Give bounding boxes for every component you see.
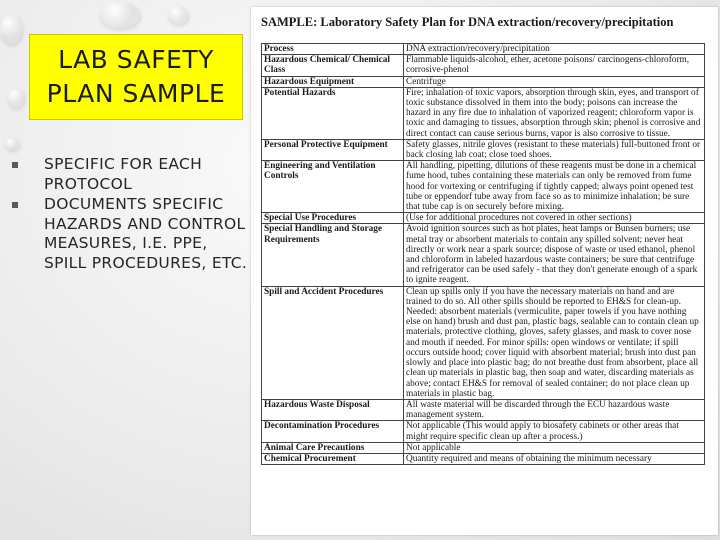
square-bullet-icon [12, 202, 18, 208]
row-label: Hazardous Waste Disposal [262, 399, 404, 420]
table-row [262, 442, 705, 453]
water-droplet-decoration [8, 88, 24, 108]
row-label: Process [262, 44, 404, 55]
row-label: Special Handling and Storage Requirements [262, 224, 404, 286]
table-row [262, 87, 705, 139]
row-value: Safety glasses, nitrile gloves (resistant to these materials) full-buttoned front or back closing lab coat; close toed shoes. [404, 139, 705, 160]
table-row [262, 76, 705, 87]
document-title: SAMPLE: Laboratory Safety Plan for DNA extraction/recovery/precipitation [261, 15, 674, 29]
row-value: Quantity required and means of obtaining the minimum necessary [404, 453, 705, 464]
row-label: Animal Care Precautions [262, 442, 404, 453]
bullet-text: SPECIFIC FOR EACH PROTOCOL [44, 155, 203, 193]
row-value: Not applicable (This would apply to biosafety cabinets or other areas that might require specific clean up after a process.) [404, 421, 705, 442]
row-value: All waste material will be discarded through the ECU hazardous waste management system. [404, 399, 705, 420]
table-row [262, 44, 705, 55]
water-droplet-decoration [5, 138, 19, 150]
table-row [262, 139, 705, 160]
water-droplet-decoration [100, 2, 140, 28]
safety-plan-document-image [251, 7, 718, 535]
row-label: Engineering and Ventilation Controls [262, 161, 404, 213]
square-bullet-icon [12, 162, 18, 168]
row-label: Decontamination Procedures [262, 421, 404, 442]
row-value: Clean up spills only if you have the necessary materials on hand and are trained to do so. All other spills should be reported to EH&S for clean-up. Needed: absorbent materials (vermiculite, paper towels if you have nothing else on hand) brush and dust pan, plastic bags, sealable can to contain clean up materials, protective clothing, gloves, safety glasses, and mask to cover nose and mouth if needed. For minor spills: open windows or ventilate; if spill occurs outside hood; cover liquid with absorbent material; brush into dust pan slowly and place into plastic bag; do not breathe dust from absorbent, place all clean up materials in plastic bag, then soap and water, discarding materials as above; contact EH&S for removal of sealed container; do not place clean up materials in plastic bag. [404, 286, 705, 399]
bullet-item [12, 195, 248, 273]
row-value: DNA extraction/recovery/precipitation [404, 44, 705, 55]
table-row [262, 421, 705, 442]
row-value: Avoid ignition sources such as hot plates, heat lamps or Bunsen burners; use metal tray or absorbent materials to contain any spilled solvent; never heat directly or work near a spark source; dispose of waste or used ethanol, phenol and chloroform in labeled hazardous waste containers; be sure that centrifuge and refrigerator can be used safely - that they don't generate enough of a spark to ignite reagent. [404, 224, 705, 286]
table-row [262, 224, 705, 286]
row-label: Chemical Procurement [262, 453, 404, 464]
row-label: Spill and Accident Procedures [262, 286, 404, 399]
table-row [262, 453, 705, 464]
bullet-list [12, 155, 248, 274]
table-row [262, 399, 705, 420]
bullet-text: DOCUMENTS SPECIFIC HAZARDS AND CONTROL MEASURES, I.E. PPE, SPILL PROCEDURES, ETC. [44, 195, 248, 272]
row-label: Hazardous Chemical/ Chemical Class [262, 55, 404, 76]
bullet-item [12, 155, 248, 194]
table-row [262, 286, 705, 399]
water-droplet-decoration [168, 6, 188, 24]
water-droplet-decoration [0, 14, 22, 44]
safety-plan-table [261, 43, 705, 465]
row-label: Hazardous Equipment [262, 76, 404, 87]
table-row [262, 55, 705, 76]
table-row [262, 161, 705, 213]
row-value: All handling, pipetting, dilutions of these reagents must be done in a chemical fume hood, tubes containing these materials can only be removed from fume hood for vortexing or centrifuging if tightly capped; always point opened test tube or eppendorf tube away from face so as to minimize inhalation; be sure that tube cap is on securely before mixing. [404, 161, 705, 213]
row-value: Not applicable [404, 442, 705, 453]
row-label: Potential Hazards [262, 87, 404, 139]
row-value: Centrifuge [404, 76, 705, 87]
table-row [262, 213, 705, 224]
row-value: (Use for additional procedures not covered in other sections) [404, 213, 705, 224]
row-label: Personal Protective Equipment [262, 139, 404, 160]
row-value: Fire; inhalation of toxic vapors, absorption through skin, eyes, and transport of toxic substance dissolved in them into the body; poisons can increase the hazard in any fire due to inhalation of vaporized reagent; chloroform vapor is toxic and damaging to tissues, absorption through skin; phenol is corrosive and direct contact can cause serious burns, vapor is also corrosive to tissue. [404, 87, 705, 139]
row-value: Flammable liquids-alcohol, ether, acetone poisons/ carcinogens-chloroform, corrosive-phenol [404, 55, 705, 76]
slide-title [29, 34, 243, 120]
slide-title-line-1: LAB SAFETY [58, 45, 214, 74]
slide-title-line-2: PLAN SAMPLE [46, 79, 226, 108]
row-label: Special Use Procedures [262, 213, 404, 224]
